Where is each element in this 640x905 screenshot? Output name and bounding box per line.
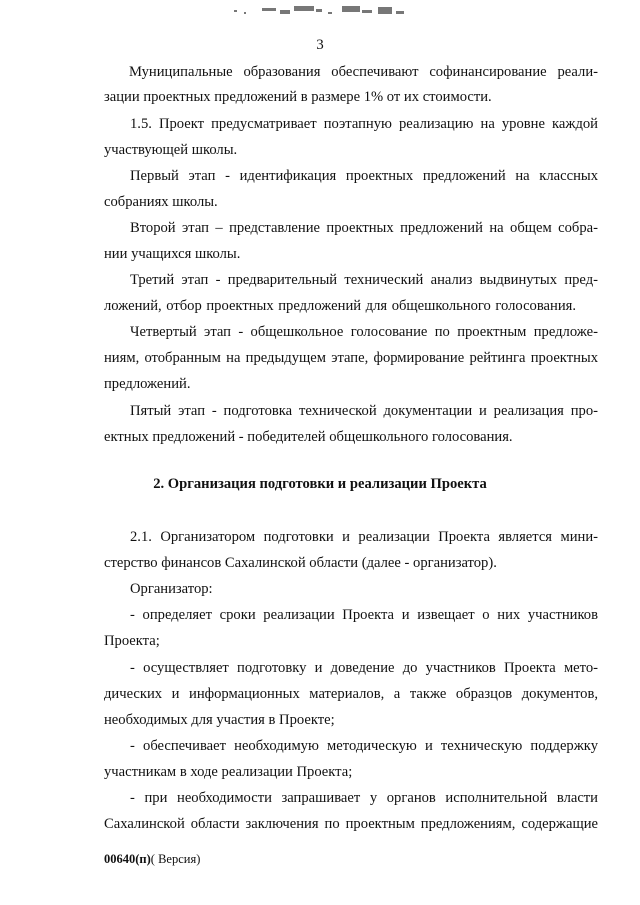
footer-code: 00640(п) (104, 852, 151, 866)
text-line: 2.1. Организатором подготовки и реализации Проекта является мини- (130, 529, 598, 545)
text-line: Второй этап – представление проектных предложений на общем собра- (130, 220, 598, 236)
footer-label: ( Версия) (150, 852, 201, 866)
text-line: Третий этап - предварительный технический анализ выдвинутых пред- (130, 272, 598, 288)
footer-version (104, 852, 200, 867)
text-line: дических и информационных материалов, а также образцов документов, (104, 686, 598, 702)
text-line: участвующей школы. (104, 142, 238, 158)
text-line: - обеспечивает необходимую методическую и техническую поддержку (130, 738, 598, 754)
text-line: необходимых для участия в Проекте; (104, 712, 335, 728)
text-line: Муниципальные образования обеспечивают софинансирование реали- (129, 64, 598, 80)
text-line: Четвертый этап - общешкольное голосование по проектным предложе- (130, 324, 598, 340)
text-line: ектных предложений - победителей общешкольного голосования. (104, 429, 513, 445)
scan-noise-header (232, 0, 412, 22)
text-line: Пятый этап - подготовка технической документации и реализация про- (130, 403, 598, 419)
text-line: Первый этап - идентификация проектных предложений на классных (130, 168, 598, 184)
text-line: - при необходимости запрашивает у органов исполнительной власти (130, 790, 598, 806)
text-line: Проекта; (104, 633, 160, 649)
text-line: - определяет сроки реализации Проекта и извещает о них участников (130, 607, 598, 623)
text-line: 1.5. Проект предусматривает поэтапную реализацию на уровне каждой (130, 116, 598, 132)
text-line: предложений. (104, 376, 191, 392)
page-number: 3 (316, 37, 324, 53)
section-heading: 2. Организация подготовки и реализации Проекта (153, 476, 487, 492)
text-line: участникам в ходе реализации Проекта; (104, 764, 353, 780)
text-line: собраниях школы. (104, 194, 218, 210)
text-line: зации проектных предложений в размере 1% от их стоимости. (104, 89, 492, 105)
text-line: ложений, отбор проектных предложений для общешкольного голосования. (104, 298, 576, 314)
text-line: нии учащихся школы. (104, 246, 241, 262)
text-line: ниям, отобранным на предыдущем этапе, формирование рейтинга проектных (104, 350, 598, 366)
text-line: - осуществляет подготовку и доведение до участников Проекта мето- (130, 660, 598, 676)
text-line: Организатор: (130, 581, 213, 597)
text-line: Сахалинской области заключения по проектным предложениям, содержащие (104, 816, 598, 832)
text-line: стерство финансов Сахалинской области (далее - организатор). (104, 555, 497, 571)
